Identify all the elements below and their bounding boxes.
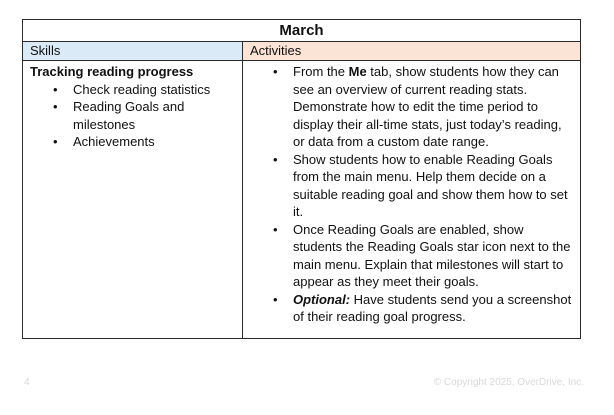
list-item — [253, 221, 574, 291]
bullet-icon: • — [53, 99, 58, 114]
month-title: March — [23, 20, 580, 42]
monthly-plan-table — [22, 19, 581, 339]
bullet-icon: • — [273, 64, 278, 79]
bullet-icon: • — [53, 134, 58, 149]
activity-text-pre: From the — [293, 64, 349, 79]
list-item — [30, 133, 236, 151]
activity-text-post: tab, show students how they can see an overview of current reading stats. Demonstrate how to edit the time period to display their all-time stats, just today’s reading, or data from a custom date range. — [293, 64, 562, 149]
bullet-icon: • — [273, 291, 278, 307]
bullet-icon: • — [53, 81, 58, 97]
activities-cell — [243, 61, 580, 338]
skill-text: Reading Goals and milestones — [73, 99, 185, 132]
skill-text: Achievements — [73, 134, 155, 149]
copyright-notice: © Copyright 2025, OverDrive, Inc. — [433, 377, 584, 388]
list-item — [253, 151, 574, 221]
bullet-icon: • — [273, 221, 278, 237]
skills-cell — [23, 61, 243, 338]
activities-header: Activities — [243, 42, 580, 60]
list-item — [30, 81, 236, 99]
list-item — [253, 63, 574, 151]
skill-text: Check reading statistics — [73, 81, 211, 97]
table-header-row — [23, 42, 580, 61]
me-tab-label: Me — [348, 64, 367, 79]
bullet-icon: • — [273, 151, 278, 167]
table-body-row — [23, 61, 580, 338]
activity-text: Once Reading Goals are enabled, show students the Reading Goals star icon next to the main menu. Explain that milestones will start to appear as they meet their goals. — [293, 221, 571, 289]
skills-list — [30, 81, 236, 151]
activity-text: Show students how to enable Reading Goals from the main menu. Help them decide on a suitable reading goal and show them how to set it. — [293, 151, 568, 219]
activity-text-post: Have students send you a screenshot of their reading goal progress. — [293, 291, 572, 324]
list-item — [30, 98, 236, 133]
activities-list — [253, 63, 574, 326]
skills-header: Skills — [23, 42, 243, 60]
skills-heading: Tracking reading progress — [30, 64, 194, 79]
list-item — [253, 291, 574, 326]
optional-label: Optional: — [293, 291, 351, 307]
page-number: 4 — [24, 377, 30, 388]
